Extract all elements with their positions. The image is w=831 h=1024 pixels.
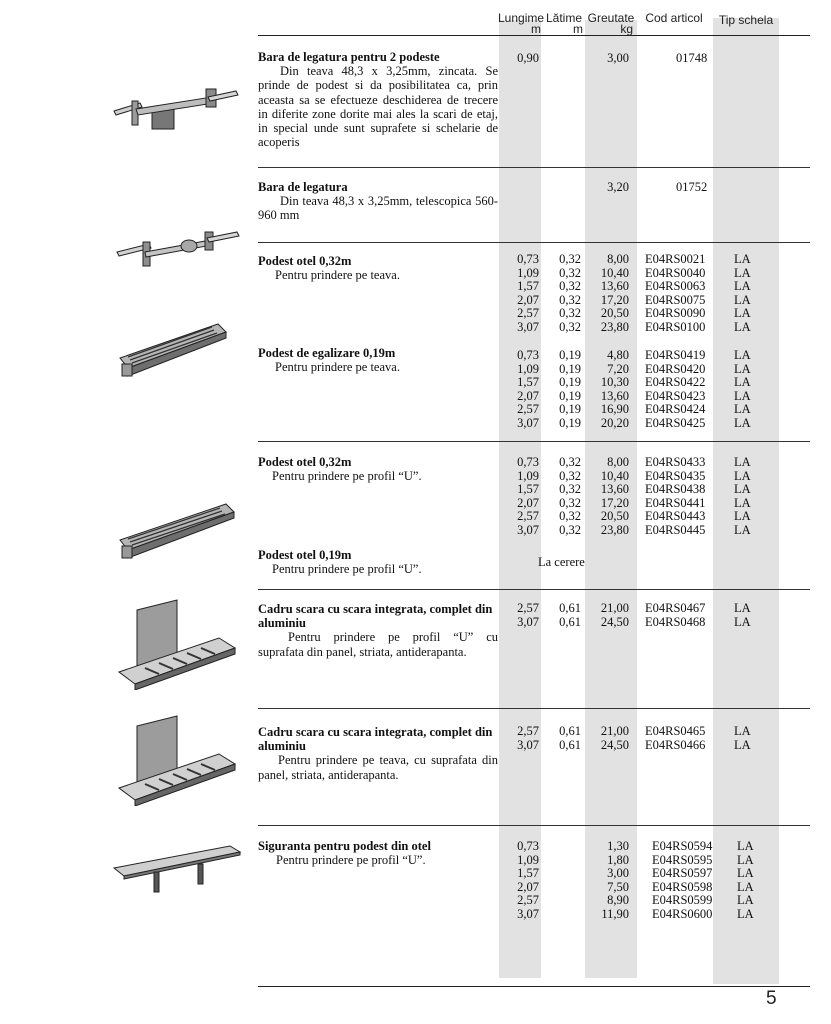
tip-value: LA xyxy=(734,415,751,430)
cod-value: E04RS0422 xyxy=(645,375,706,390)
greutate-value: 21,00 xyxy=(600,601,629,615)
lungime-column xyxy=(499,349,539,431)
cod-value: E04RS0600 xyxy=(652,906,713,921)
lungime-column xyxy=(499,52,539,66)
tip-value: LA xyxy=(734,361,751,376)
cod-value: E04RS0021 xyxy=(645,252,706,266)
greutate-value: 20,50 xyxy=(600,509,629,524)
header-greutate-label: Greutate xyxy=(587,11,635,25)
cod-value: E04RS0419 xyxy=(645,348,706,362)
section-divider xyxy=(258,167,810,168)
greutate-value: 1,30 xyxy=(607,839,629,853)
latime-value: 0,61 xyxy=(559,614,581,629)
greutate-value: 3,00 xyxy=(607,866,629,881)
section-siguranta-podest xyxy=(258,839,498,867)
cod-value: E04RS0090 xyxy=(645,306,706,321)
lungime-value: 3,07 xyxy=(517,614,539,629)
tip-value: LA xyxy=(737,866,754,881)
lungime-value: 1,57 xyxy=(517,375,539,390)
cod-value: E04RS0598 xyxy=(652,879,713,894)
safety-rail-illustration xyxy=(112,842,242,896)
lungime-value: 3,07 xyxy=(517,737,539,752)
cod-value: E04RS0599 xyxy=(652,893,713,908)
tip-value: LA xyxy=(734,468,751,483)
latime-column xyxy=(543,253,581,335)
section-divider xyxy=(258,589,810,590)
cod-value: 01752 xyxy=(676,180,708,194)
greutate-value: 24,50 xyxy=(600,737,629,752)
lungime-column xyxy=(499,725,539,752)
tip-column xyxy=(734,349,751,431)
tip-value: LA xyxy=(734,614,751,629)
greutate-value: 8,00 xyxy=(607,455,629,469)
section-podest-egalizare-019 xyxy=(258,346,498,374)
latime-value: 0,19 xyxy=(559,402,581,417)
tip-value: LA xyxy=(734,252,751,266)
section-description: Pentru prindere pe profil “U”. xyxy=(272,562,422,577)
lungime-value: 3,07 xyxy=(517,319,539,334)
cod-value: E04RS0594 xyxy=(652,839,713,853)
cod-value: E04RS0467 xyxy=(645,601,706,615)
latime-value: 0,32 xyxy=(559,522,581,537)
lungime-value: 2,07 xyxy=(517,388,539,403)
latime-column xyxy=(543,456,581,538)
header-cod-articol: Cod articol xyxy=(645,11,703,25)
footer-rule xyxy=(258,986,810,987)
cod-value: E04RS0075 xyxy=(645,292,706,307)
tip-value: LA xyxy=(734,482,751,497)
page-number: 5 xyxy=(766,988,777,1009)
latime-value: 0,32 xyxy=(559,306,581,321)
greutate-value: 13,60 xyxy=(600,482,629,497)
ladder-frame-illustration xyxy=(115,598,241,690)
section-podest-otel-032-profil xyxy=(258,455,498,483)
section-title: Cadru scara cu scara integrata, complet din aluminiu xyxy=(258,602,493,631)
tip-column xyxy=(734,253,751,335)
greutate-value: 23,80 xyxy=(600,522,629,537)
cod-column xyxy=(652,840,712,922)
lungime-value: 1,09 xyxy=(517,852,539,867)
greutate-value: 3,00 xyxy=(607,51,629,65)
greutate-value: 3,20 xyxy=(607,180,629,194)
lungime-value: 3,07 xyxy=(517,522,539,537)
cod-value: E04RS0438 xyxy=(645,482,706,497)
cod-column xyxy=(645,349,705,431)
lungime-column xyxy=(499,456,539,538)
section-divider xyxy=(258,242,810,243)
section-description: Din teava 48,3 x 3,25mm, telescopica 560-960 mm xyxy=(258,194,498,223)
tip-column xyxy=(734,725,751,752)
latime-value: 0,32 xyxy=(559,509,581,524)
section-divider xyxy=(258,441,810,442)
section-title: Bara de legatura xyxy=(258,180,348,194)
greutate-value: 20,50 xyxy=(600,306,629,321)
latime-value: 0,32 xyxy=(559,265,581,280)
header-lungime-label: Lungime xyxy=(498,11,545,25)
section-divider xyxy=(258,708,810,709)
greutate-value: 17,20 xyxy=(600,495,629,510)
tip-value: LA xyxy=(734,348,751,362)
section-title: Podest de egalizare 0,19m xyxy=(258,346,396,360)
greutate-value: 16,90 xyxy=(600,402,629,417)
tip-value: LA xyxy=(734,737,751,752)
cod-value: E04RS0466 xyxy=(645,737,706,752)
cod-value: E04RS0465 xyxy=(645,724,706,738)
cod-value: E04RS0597 xyxy=(652,866,713,881)
cod-column xyxy=(645,725,705,752)
section-podest-otel-032-teava xyxy=(258,254,498,282)
greutate-value: 4,80 xyxy=(607,348,629,362)
cod-value: E04RS0435 xyxy=(645,468,706,483)
tip-value: LA xyxy=(734,279,751,294)
latime-value: 0,32 xyxy=(559,292,581,307)
cod-value: E04RS0100 xyxy=(645,319,706,334)
header-latime-label: Lătime xyxy=(545,11,583,25)
steel-platform-illustration xyxy=(118,320,228,382)
latime-value: 0,32 xyxy=(559,252,581,266)
greutate-value: 7,20 xyxy=(607,361,629,376)
latime-value: 0,32 xyxy=(559,482,581,497)
latime-value: 0,32 xyxy=(559,495,581,510)
greutate-column xyxy=(585,52,629,66)
section-title: Podest otel 0,19m xyxy=(258,548,352,562)
latime-value: 0,19 xyxy=(559,361,581,376)
cod-value: E04RS0445 xyxy=(645,522,706,537)
greutate-value: 10,30 xyxy=(600,375,629,390)
greutate-value: 23,80 xyxy=(600,319,629,334)
section-description: Pentru prindere pe teava. xyxy=(275,360,400,375)
latime-value: 0,32 xyxy=(559,455,581,469)
cod-value: E04RS0063 xyxy=(645,279,706,294)
greutate-column xyxy=(585,602,629,629)
greutate-column xyxy=(585,725,629,752)
section-title: Bara de legatura pentru 2 podeste xyxy=(258,50,440,64)
latime-value: 0,19 xyxy=(559,415,581,430)
lungime-value: 2,57 xyxy=(517,509,539,524)
greutate-value: 20,20 xyxy=(600,415,629,430)
latime-column xyxy=(543,725,581,752)
cod-value: E04RS0468 xyxy=(645,614,706,629)
section-podest-otel-019-profil xyxy=(258,548,498,576)
header-rule xyxy=(258,35,810,36)
lungime-value: 2,07 xyxy=(517,495,539,510)
greutate-value: 8,90 xyxy=(607,893,629,908)
tip-value: LA xyxy=(737,893,754,908)
lungime-value: 1,57 xyxy=(517,866,539,881)
lungime-value: 1,57 xyxy=(517,279,539,294)
latime-value: 0,32 xyxy=(559,468,581,483)
lungime-value: 3,07 xyxy=(517,415,539,430)
greutate-value: 24,50 xyxy=(600,614,629,629)
tip-value: LA xyxy=(734,375,751,390)
tip-value: LA xyxy=(734,402,751,417)
lungime-value: 2,07 xyxy=(517,292,539,307)
lungime-value: 0,73 xyxy=(517,252,539,266)
header-lungime-unit: m xyxy=(531,22,541,36)
cod-value: 01748 xyxy=(676,51,708,65)
tip-value: LA xyxy=(734,601,751,615)
tip-value: LA xyxy=(734,509,751,524)
tip-value: LA xyxy=(734,292,751,307)
section-divider xyxy=(258,825,810,826)
latime-value: 0,61 xyxy=(559,737,581,752)
ladder-frame-illustration xyxy=(115,714,241,806)
steel-platform-u-profile-illustration xyxy=(118,500,236,562)
section-cadru-scara-teava xyxy=(258,725,498,782)
section-description: Pentru prindere pe profil “U”. xyxy=(276,853,426,868)
greutate-value: 7,50 xyxy=(607,879,629,894)
greutate-value: 13,60 xyxy=(600,279,629,294)
greutate-column xyxy=(585,253,629,335)
latime-column xyxy=(543,602,581,629)
cod-value: E04RS0433 xyxy=(645,455,706,469)
telescopic-bar-illustration xyxy=(115,228,241,270)
cod-value: E04RS0425 xyxy=(645,415,706,430)
greutate-value: 17,20 xyxy=(600,292,629,307)
latime-value: 0,32 xyxy=(559,279,581,294)
la-cerere-note: La cerere xyxy=(538,555,585,569)
lungime-value: 2,57 xyxy=(517,306,539,321)
tip-value: LA xyxy=(737,839,754,853)
section-bara-legatura xyxy=(258,180,498,223)
header-greutate-unit: kg xyxy=(620,22,633,36)
latime-column xyxy=(543,349,581,431)
lungime-column xyxy=(499,840,539,922)
lungime-value: 1,09 xyxy=(517,361,539,376)
lungime-value: 0,73 xyxy=(517,455,539,469)
latime-value: 0,19 xyxy=(559,375,581,390)
lungime-value: 2,57 xyxy=(517,724,539,738)
section-description: Pentru prindere pe teava. xyxy=(275,268,400,283)
tip-column xyxy=(737,840,754,922)
tip-value: LA xyxy=(734,306,751,321)
section-title: Siguranta pentru podest din otel xyxy=(258,839,431,853)
greutate-column xyxy=(585,349,629,431)
tip-value: LA xyxy=(734,265,751,280)
greutate-value: 11,90 xyxy=(601,906,629,921)
section-description: Pentru prindere pe profil “U” cu suprafata din panel, striata, antiderapanta. xyxy=(258,630,498,659)
latime-value: 0,19 xyxy=(559,388,581,403)
lungime-value: 1,09 xyxy=(517,468,539,483)
cod-value: E04RS0424 xyxy=(645,402,706,417)
cod-value: E04RS0423 xyxy=(645,388,706,403)
section-title: Podest otel 0,32m xyxy=(258,254,352,268)
tip-value: LA xyxy=(737,852,754,867)
latime-value: 0,61 xyxy=(559,724,581,738)
tip-value: LA xyxy=(737,879,754,894)
greutate-value: 8,00 xyxy=(607,252,629,266)
lungime-value: 1,57 xyxy=(517,482,539,497)
cod-column xyxy=(645,602,705,629)
lungime-value: 0,73 xyxy=(517,348,539,362)
lungime-column xyxy=(499,602,539,629)
header-tip-schela: Tip schela xyxy=(718,13,774,27)
greutate-value: 21,00 xyxy=(600,724,629,738)
lungime-value: 2,57 xyxy=(517,893,539,908)
cod-value: E04RS0595 xyxy=(652,852,713,867)
section-bara-legatura-2-podeste xyxy=(258,50,498,149)
cod-column xyxy=(645,456,705,538)
greutate-value: 10,40 xyxy=(600,468,629,483)
greutate-column xyxy=(585,840,629,922)
cod-column xyxy=(676,181,707,195)
section-title: Podest otel 0,32m xyxy=(258,455,352,469)
section-title: Cadru scara cu scara integrata, complet din aluminiu xyxy=(258,725,493,754)
lungime-value: 2,57 xyxy=(517,402,539,417)
tip-value: LA xyxy=(734,319,751,334)
greutate-value: 10,40 xyxy=(600,265,629,280)
tip-value: LA xyxy=(737,906,754,921)
tip-value: LA xyxy=(734,522,751,537)
section-description: Pentru prindere pe teava, cu suprafata din panel, striata, antiderapanta. xyxy=(258,753,498,782)
cod-column xyxy=(645,253,705,335)
header-latime xyxy=(543,13,585,35)
lungime-value: 0,73 xyxy=(517,839,539,853)
lungime-value: 3,07 xyxy=(517,906,539,921)
cod-value: E04RS0441 xyxy=(645,495,706,510)
header-greutate xyxy=(585,13,637,35)
cod-column xyxy=(676,52,707,66)
tip-value: LA xyxy=(734,495,751,510)
header-lungime xyxy=(498,13,544,35)
lungime-value: 0,90 xyxy=(517,51,539,65)
latime-value: 0,19 xyxy=(559,348,581,362)
lungime-value: 2,57 xyxy=(517,601,539,615)
tip-value: LA xyxy=(734,388,751,403)
cod-value: E04RS0443 xyxy=(645,509,706,524)
greutate-column xyxy=(585,181,629,195)
latime-value: 0,61 xyxy=(559,601,581,615)
section-description: Pentru prindere pe profil “U”. xyxy=(272,469,422,484)
lungime-column xyxy=(499,253,539,335)
tip-value: LA xyxy=(734,724,751,738)
section-cadru-scara-profil xyxy=(258,602,498,659)
section-description: Din teava 48,3 x 3,25mm, zincata. Se prinde de podest si da posibilitatea ca, prin aceasta sa se efectueze deschiderea de trecere in diferite zone dorite mai ales la scari de etaj, in special unde sunt suprafete si schelarie de acoperis xyxy=(258,64,498,150)
coupler-bar-illustration xyxy=(112,85,240,135)
cod-value: E04RS0040 xyxy=(645,265,706,280)
tip-value: LA xyxy=(734,455,751,469)
header-latime-unit: m xyxy=(573,22,583,36)
cod-value: E04RS0420 xyxy=(645,361,706,376)
greutate-column xyxy=(585,456,629,538)
tip-column xyxy=(734,602,751,629)
lungime-value: 2,07 xyxy=(517,879,539,894)
greutate-value: 13,60 xyxy=(600,388,629,403)
latime-value: 0,32 xyxy=(559,319,581,334)
tip-column xyxy=(734,456,751,538)
greutate-value: 1,80 xyxy=(607,852,629,867)
lungime-value: 1,09 xyxy=(517,265,539,280)
